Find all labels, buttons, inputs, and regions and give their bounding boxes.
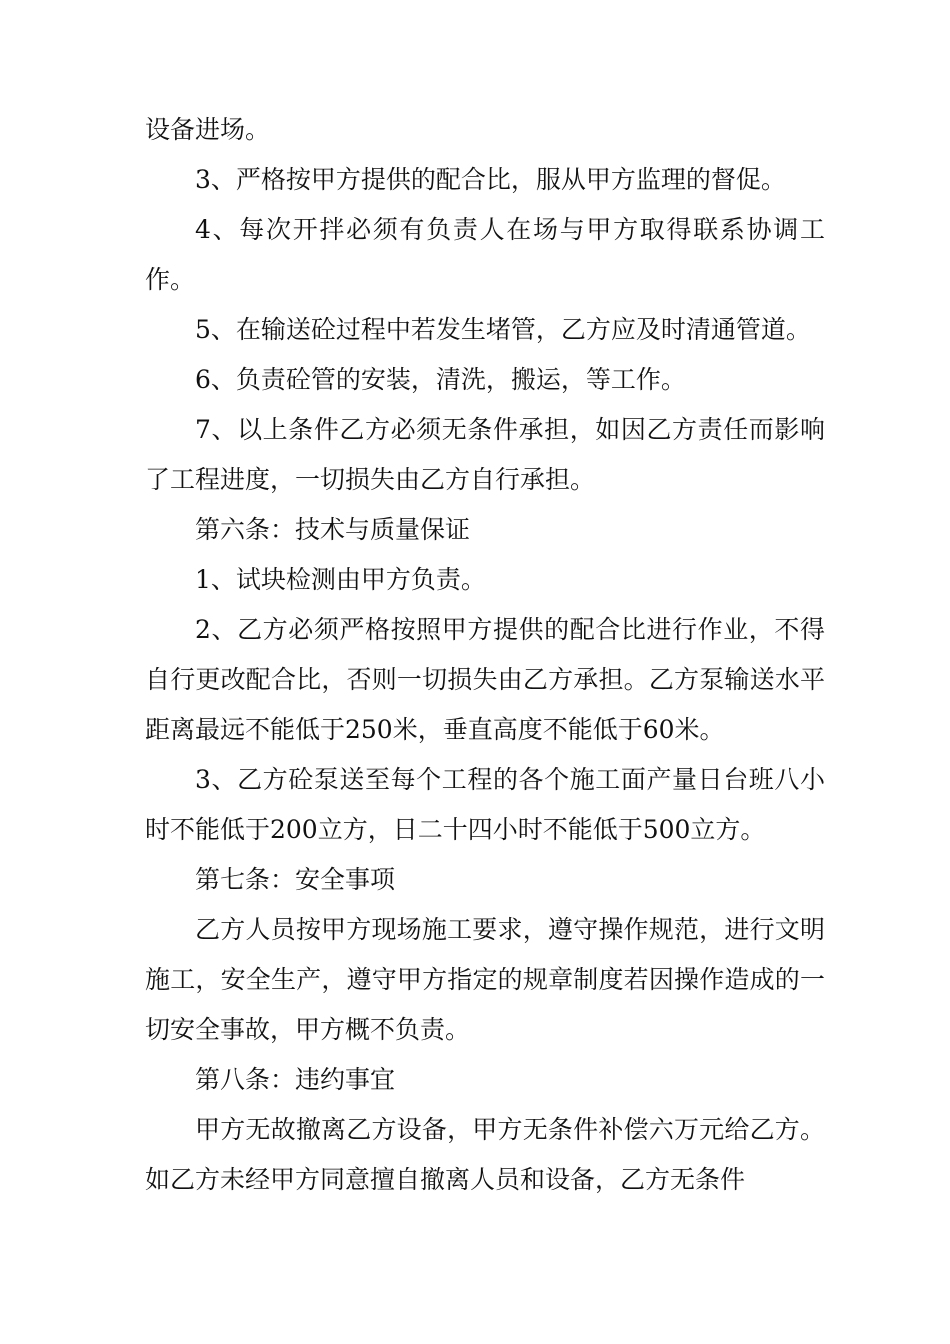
section-heading-7: 第七条：安全事项 bbox=[195, 865, 396, 894]
paragraph-item-7: 7、以上条件乙方必须无条件承担，如因乙方责任而影响了工程进度，一切损失由乙方自行承担。 bbox=[145, 415, 825, 494]
section-heading-8: 第八条：违约事宜 bbox=[195, 1065, 396, 1094]
section-heading-6: 第六条：技术与质量保证 bbox=[195, 515, 471, 544]
paragraph-item-4: 4、每次开拌必须有负责人在场与甲方取得联系协调工作。 bbox=[145, 215, 825, 294]
paragraph-safety: 乙方人员按甲方现场施工要求，遵守操作规范，进行文明施工，安全生产，遵守甲方指定的规章制度若因操作造成的一切安全事故，甲方概不负责。 bbox=[145, 915, 825, 1044]
paragraph-quality-3: 3、乙方砼泵送至每个工程的各个施工面产量日台班八小时不能低于200立方，日二十四小时不能低于500立方。 bbox=[145, 765, 825, 844]
paragraph-item-5: 5、在输送砼过程中若发生堵管，乙方应及时清通管道。 bbox=[195, 315, 811, 344]
paragraph-item-3: 3、严格按甲方提供的配合比，服从甲方监理的督促。 bbox=[195, 165, 786, 194]
paragraph-quality-2: 2、乙方必须严格按照甲方提供的配合比进行作业，不得自行更改配合比，否则一切损失由乙方承担。乙方泵输送水平距离最远不能低于250米，垂直高度不能低于60米。 bbox=[145, 615, 825, 744]
document-body bbox=[145, 105, 825, 1205]
paragraph-quality-1: 1、试块检测由甲方负责。 bbox=[195, 565, 486, 594]
paragraph-continuation: 设备进场。 bbox=[145, 115, 271, 144]
paragraph-item-6: 6、负责砼管的安装，清洗，搬运，等工作。 bbox=[195, 365, 686, 394]
paragraph-breach: 甲方无故撤离乙方设备，甲方无条件补偿六万元给乙方。如乙方未经甲方同意擅自撤离人员和设备，乙方无条件 bbox=[145, 1115, 825, 1194]
